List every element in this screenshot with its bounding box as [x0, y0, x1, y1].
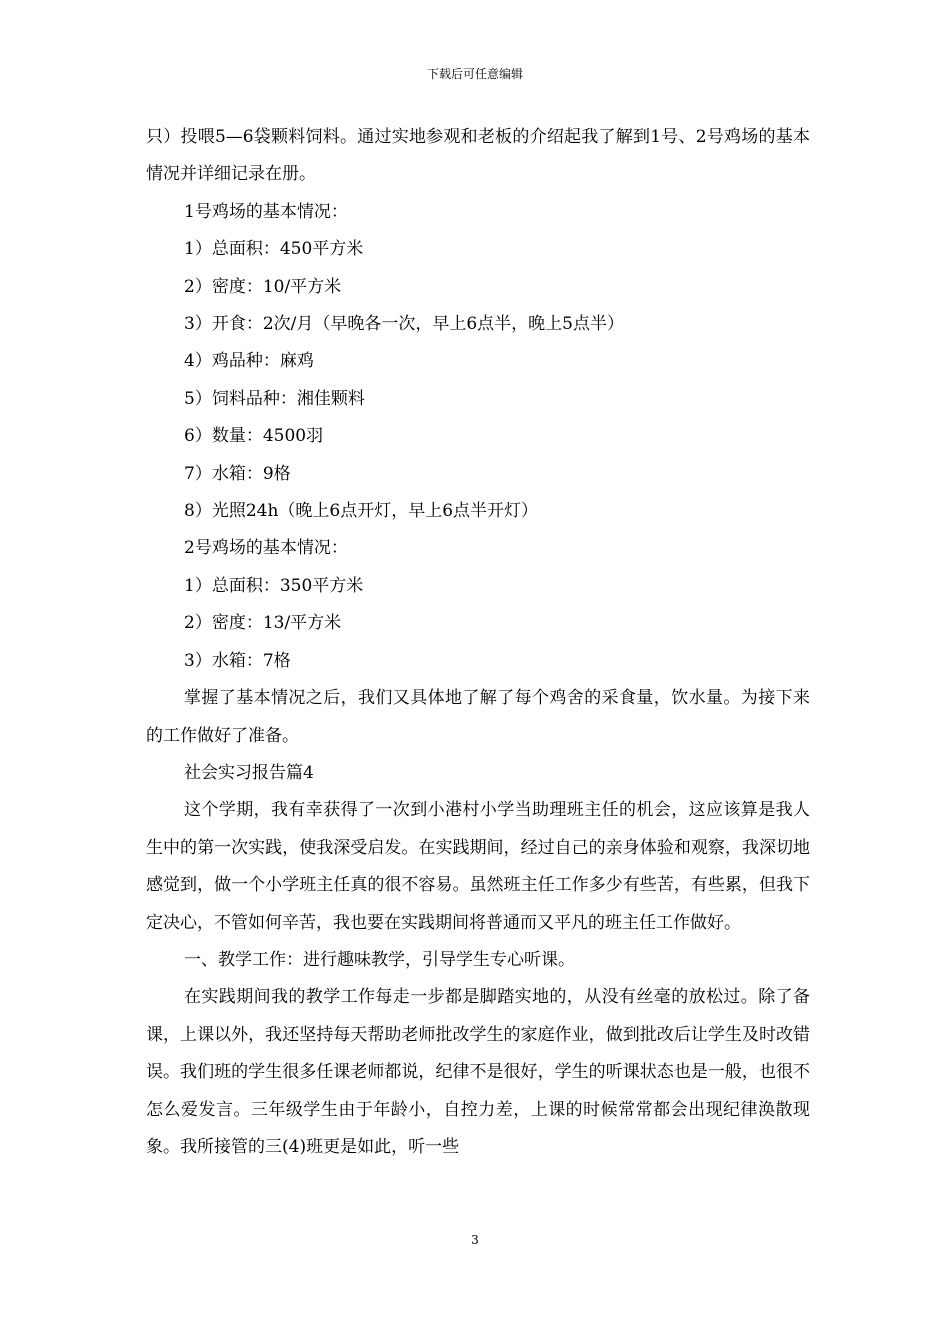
page-header: 下载后可任意编辑 — [426, 67, 523, 81]
paragraph-1: 只）投喂5—6袋颗料饲料。通过实地参观和老板的介绍起我了解到1号、2号鸡场的基本情况并详细记录在册。 — [146, 127, 810, 185]
paragraph-2: 1号鸡场的基本情况： — [184, 201, 348, 222]
paragraph-3: 1）总面积：450平方米 — [184, 239, 364, 260]
paragraph-8: 6）数量：4500羽 — [184, 426, 324, 447]
paragraph-11: 2号鸡场的基本情况： — [184, 538, 348, 559]
paragraph-17: 这个学期，我有幸获得了一次到小港村小学当助理班主任的机会，这应该算是我人生中的第一次实践，使我深受启发。在实践期间，经过自己的亲身体验和观察，我深切地感觉到，做一个小学班主任真的很不容易。虽然班主任工作多少有些苦，有些累，但我下定决心，不管如何辛苦，我也要在实践期间将普通而又平凡的班主任工作做好。 — [146, 800, 810, 933]
page-number: 3 — [471, 1233, 479, 1247]
paragraph-10: 8）光照24h（晚上6点开灯，早上6点半开灯） — [184, 501, 539, 522]
paragraph-19: 在实践期间我的教学工作每走一步都是脚踏实地的，从没有丝毫的放松过。除了备课，上课以外，我还坚持每天帮助老师批改学生的家庭作业，做到批改后让学生及时改错误。我们班的学生很多任课老师都说，纪律不是很好，学生的听课状态也是一般，也很不怎么爱发言。三年级学生由于年龄小，自控力差，上课的时候常常都会出现纪律涣散现象。我所接管的三(4)班更是如此，听一些 — [146, 987, 810, 1157]
paragraph-13: 2）密度：13/平方米 — [184, 613, 342, 634]
paragraph-15: 掌握了基本情况之后，我们又具体地了解了每个鸡舍的采食量，饮水量。为接下来的工作做好了准备。 — [146, 688, 810, 746]
document-body — [146, 119, 810, 1166]
paragraph-14: 3）水箱：7格 — [184, 650, 291, 671]
subsection-heading: 一、教学工作：进行趣味教学，引导学生专心听课。 — [184, 949, 575, 970]
paragraph-4: 2）密度：10/平方米 — [184, 276, 342, 297]
paragraph-12: 1）总面积：350平方米 — [184, 575, 364, 596]
paragraph-6: 4）鸡品种：麻鸡 — [184, 351, 314, 372]
paragraph-9: 7）水箱：9格 — [184, 463, 291, 484]
paragraph-5: 3）开食：2次/月（早晚各一次，早上6点半，晚上5点半） — [184, 314, 624, 335]
paragraph-7: 5）饲料品种：湘佳颗料 — [184, 388, 365, 409]
section-heading: 社会实习报告篇4 — [184, 762, 314, 783]
